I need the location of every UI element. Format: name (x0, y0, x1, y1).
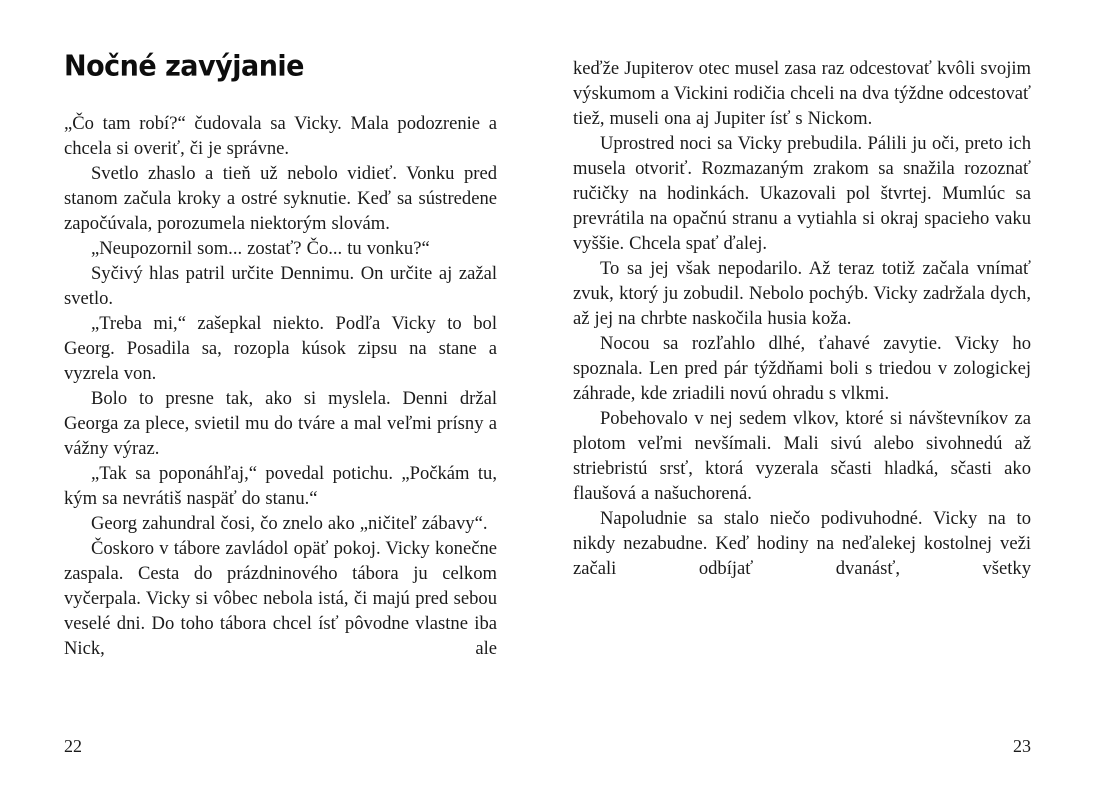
paragraph: Pobehovalo v nej sedem vlkov, ktoré si návštevníkov za plotom veľmi nevšímali. Mali sivú alebo sivohnedú až striebristú srsť, ktorá vyzerala sčasti hladká, sčasti ako flaušová a našuchorená. (573, 408, 1031, 504)
chapter-title: Nočné zavýjanie (64, 49, 304, 83)
paragraph: Čoskoro v tábore zavládol opäť pokoj. Vicky konečne zaspala. Cesta do prázdninového tábora ju celkom vyčerpala. Vicky si vôbec nebola istá, či majú pred sebou veselé dni. Do toho tábora chcel ísť pôvodne vlastne iba Nick, ale (64, 538, 497, 659)
paragraph: Syčivý hlas patril určite Dennimu. On určite aj zažal svetlo. (64, 263, 497, 309)
paragraph: „Čo tam robí?“ čudovala sa Vicky. Mala podozrenie a chcela si overiť, či je správne. (64, 113, 497, 159)
paragraph: „Neupozornil som... zostať? Čo... tu vonku?“ (90, 238, 430, 259)
page-right (573, 0, 1031, 800)
paragraph: Napoludnie sa stalo niečo podivuhodné. Vicky na to nikdy nezabudne. Keď hodiny na neďalekej kostolnej veži začali odbíjať dvanásť, všetky (573, 508, 1031, 579)
page-number-right: 23 (1013, 736, 1031, 756)
paragraph: Nocou sa rozľahlo dlhé, ťahavé zavytie. Vicky ho spoznala. Len pred pár týždňami boli s triedou v zologickej záhrade, kde zriadili novú ohradu s vlkmi. (573, 333, 1031, 404)
paragraph: Bolo to presne tak, ako si myslela. Denni držal Georga za plece, svietil mu do tváre a mal veľmi prísny a vážny výraz. (64, 388, 497, 459)
paragraph: keďže Jupiterov otec musel zasa raz odcestovať kvôli svojim výskumom a Vickini rodičia chceli na dva týždne odcestovať tiež, museli ona aj Jupiter ísť s Nickom. (573, 58, 1031, 129)
page-left (64, 0, 497, 800)
page-number-left: 22 (64, 736, 82, 756)
right-page-text (573, 56, 1031, 581)
paragraph: „Tak sa poponáhľaj,“ povedal potichu. „Počkám tu, kým sa nevrátiš naspäť do stanu.“ (64, 463, 497, 509)
left-page-text (64, 111, 497, 661)
paragraph: Svetlo zhaslo a tieň už nebolo vidieť. Vonku pred stanom začula kroky a ostré syknutie. Keď sa sústredene započúvala, porozumela niektorým slovám. (64, 163, 497, 234)
paragraph: Uprostred noci sa Vicky prebudila. Pálili ju oči, preto ich musela otvoriť. Rozmazaným zrakom sa snažila rozoznať ručičky na hodinkách. Ukazovali pol štvrtej. Mumlúc sa prevrátila na opačnú stranu a vytiahla si okraj spacieho vaku vyššie. Chcela spať ďalej. (573, 133, 1031, 254)
paragraph: Georg zahundral čosi, čo znelo ako „ničiteľ zábavy“. (90, 513, 488, 534)
paragraph: To sa jej však nepodarilo. Až teraz totiž začala vnímať zvuk, ktorý ju zobudil. Nebolo pochýb. Vicky zadržala dych, až jej na chrbte naskočila husia koža. (573, 258, 1031, 329)
paragraph: „Treba mi,“ zašepkal niekto. Podľa Vicky to bol Georg. Posadila sa, rozopla kúsok zipsu na stane a vyzrela von. (64, 313, 497, 384)
